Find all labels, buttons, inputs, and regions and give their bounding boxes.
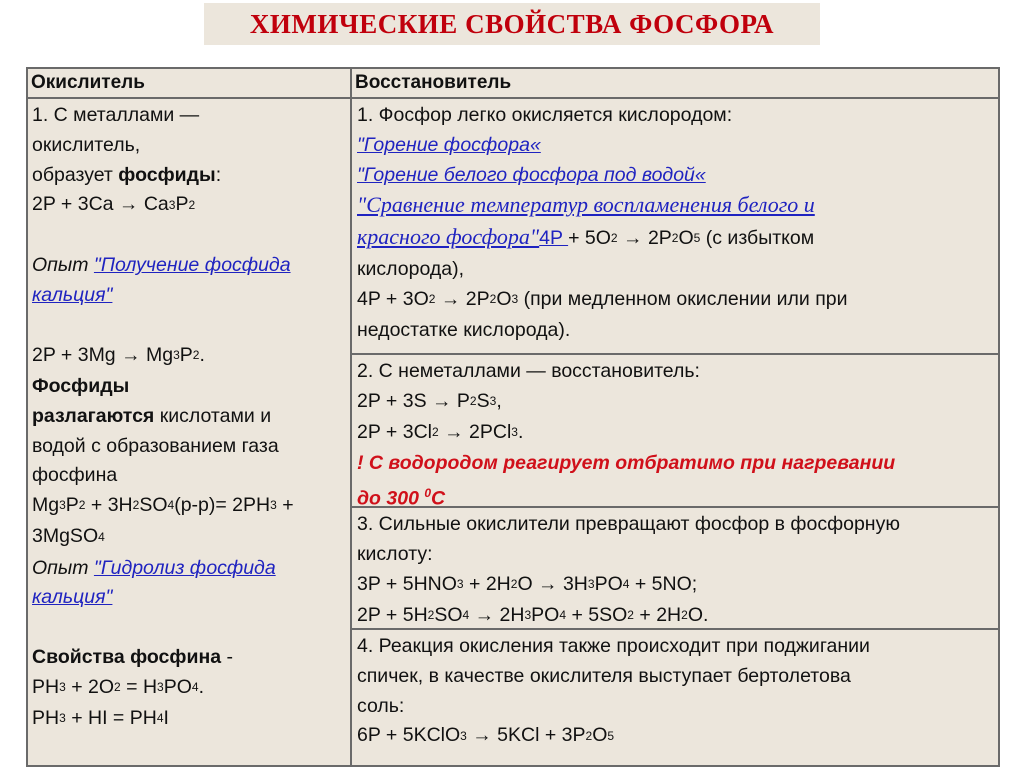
subscript: 4 <box>462 608 470 623</box>
equation-text: 2P + 3Ca → Ca <box>32 193 169 216</box>
subscript: 2 <box>188 197 196 212</box>
subscript: 2 <box>469 394 477 409</box>
reducer-cell-strong-oxidizers <box>352 508 998 630</box>
subscript: 3 <box>59 498 66 513</box>
reducer-column <box>352 69 998 765</box>
oxygen-shortage: недостатке кислорода). <box>357 319 571 342</box>
reducer-cell-nonmetals <box>352 355 998 508</box>
matches-line: 4. Реакция окисления также происходит при поджигании <box>357 635 870 657</box>
reducer-header: Восстановитель <box>352 69 998 99</box>
equation-text: O <box>592 724 608 747</box>
subscript: 2 <box>78 498 86 513</box>
comparison-link-cont[interactable]: красного фосфора" <box>357 224 540 250</box>
subscript: 2 <box>627 608 634 623</box>
subscript: 3 <box>456 576 464 591</box>
equation-text: P <box>179 343 193 366</box>
metals-line: 1. С металлами — <box>32 104 200 126</box>
reducer-cell-matches <box>352 630 998 767</box>
berthollet-line: спичек, в качестве окислителя выступает бертолетова <box>357 664 851 687</box>
subscript: 2 <box>671 231 679 246</box>
subscript: 3 <box>460 728 467 743</box>
subscript: 3 <box>524 608 532 623</box>
subscript: 3 <box>157 679 164 694</box>
subscript: 2 <box>427 608 435 623</box>
equation-text: 2P + 3S → P <box>357 389 470 412</box>
phosphides-line: образует фосфиды: <box>32 163 222 186</box>
subscript: 3 <box>173 348 180 362</box>
equation-text: P <box>175 193 189 216</box>
equation-text: + 5NO; <box>629 572 698 595</box>
page-title: ХИМИЧЕСКИЕ СВОЙСТВА ФОСФОРА <box>249 8 775 39</box>
strong-oxidizers-line: 3. Сильные окислители превращают фосфор в фосфорную <box>357 513 900 535</box>
reducer-cell-oxygen: 1. Фосфор легко окисляется кислородом: "Горение фосфора« "Горение белого фосфора под водой« "Сравнение температур воспламенения белого и красного фосфора"4P + 5O2 → 2P2O5 (с избытком кислорода), 4P + 3O2 → 2P2O3 (при медленном окислении или при недостатке кислорода). <box>352 99 998 355</box>
equation-text: + 2H <box>633 603 682 626</box>
comparison-link[interactable]: "Сравнение температур воспламенения белого и <box>357 192 815 218</box>
equation-text: → 2P <box>617 227 672 250</box>
equation-text: PH <box>32 675 60 698</box>
subscript: 3 <box>489 394 497 409</box>
equation-text: + 2H <box>463 572 511 595</box>
equation-hydrolysis-cont <box>32 522 346 553</box>
decompose-line: разлагаются кислотами и <box>32 404 272 427</box>
white-burning-link[interactable]: "Горение белого фосфора под водой« <box>357 163 706 186</box>
oxidizer-line: окислитель, <box>32 133 141 156</box>
equation-text: + 5SO <box>566 603 628 626</box>
oxygen-cont: кислорода), <box>357 258 465 281</box>
subscript: 3 <box>59 711 66 726</box>
equation-text: 2P + 3Cl <box>357 421 432 443</box>
equation-text: SO <box>139 494 168 517</box>
equation-text: (с избытком <box>700 227 815 250</box>
subscript: 2 <box>489 292 497 307</box>
equation-hydrolysis <box>32 491 346 522</box>
equation-text: → 2PCl <box>438 421 512 443</box>
equation-text: I <box>163 706 169 729</box>
hydrogen-note-cont: до 300 $^0$С <box>357 486 446 510</box>
experiment-calcium-phosphide: Опыт "Получение фосфида <box>32 254 291 277</box>
equation-text: = H <box>120 675 158 698</box>
equation-text: + 5O <box>568 227 611 250</box>
equation-text: (р-р)= 2PH <box>174 494 271 517</box>
equation-text: → 2P <box>435 288 490 311</box>
subscript: 2 <box>428 292 436 307</box>
equation-text: . <box>199 343 205 366</box>
equation-text: P <box>65 494 79 517</box>
equation-text: PO <box>594 572 623 595</box>
subscript: 4 <box>167 498 175 513</box>
subscript: 2 <box>585 728 593 743</box>
subscript: 2 <box>192 348 200 362</box>
equation-text: O. <box>687 603 709 626</box>
oxidizer-header: Окислитель <box>28 69 350 99</box>
equation-text: O <box>678 227 694 250</box>
gas-line: водой с образованием газа <box>32 434 279 457</box>
equation-nitric <box>357 570 992 601</box>
equation-sulfur <box>357 387 992 418</box>
equation-text: + <box>276 494 294 517</box>
equation-chlorine <box>357 418 992 449</box>
properties-table <box>26 67 1000 767</box>
equation-slow-oxidation <box>357 285 992 316</box>
oxygen-line: 1. Фосфор легко окисляется кислородом: <box>357 104 733 126</box>
equation-text: O <box>496 288 512 311</box>
oxidizer-column <box>28 69 352 765</box>
equation-phosphine-hi <box>32 704 346 735</box>
subscript: 3 <box>168 197 176 212</box>
equation-text: S <box>476 389 490 412</box>
subscript: 3 <box>270 498 277 513</box>
subscript: 4 <box>98 529 105 544</box>
equation-mg <box>32 341 346 372</box>
equation-text: + 3H <box>85 494 133 517</box>
equation-text: Mg <box>32 494 60 517</box>
subscript: 2 <box>114 679 121 694</box>
equation-text: 2P + 5H <box>357 603 428 626</box>
hydrolysis-link[interactable]: "Гидролиз фосфида <box>93 556 276 579</box>
phosphides-word: Фосфиды <box>32 374 130 397</box>
subscript: 4 <box>622 576 630 591</box>
subscript: 5 <box>693 231 701 246</box>
subscript: 5 <box>607 728 615 743</box>
subscript: 3 <box>59 679 66 694</box>
subscript: 4 <box>156 711 164 726</box>
equation-text: 3MgSO <box>32 525 99 548</box>
equation-text: (при медленном окислении или при <box>518 288 848 311</box>
equation-text: , <box>496 389 502 412</box>
equation-text: + 2O <box>65 675 115 698</box>
subscript: 2 <box>610 231 618 246</box>
phosphine-line: фосфина <box>32 464 118 487</box>
equation-text: 4P + 3O <box>357 288 429 311</box>
equation-text: 2P + 3Mg → Mg <box>32 343 174 366</box>
subscript: 3 <box>511 292 519 307</box>
equation-text: PH <box>32 706 60 729</box>
oxidizer-cell <box>28 99 350 735</box>
nonmetals-line: 2. С неметаллами — восстановитель: <box>357 360 700 382</box>
equation-phosphine-oxidation <box>32 673 346 704</box>
equation-text: → 2H <box>469 603 525 626</box>
equation-text: . <box>198 675 205 698</box>
subscript: 2 <box>431 425 439 440</box>
equation-text: + HI = PH <box>65 706 157 729</box>
hydrogen-note: ! С водородом реагирует отбратимо при нагревании <box>357 452 896 475</box>
equation-text: PO <box>531 603 560 626</box>
calcium-phosphide-link[interactable]: "Получение фосфида <box>93 254 291 277</box>
equation-text: O → 3H <box>517 572 588 595</box>
acid-line: кислоту: <box>357 542 433 565</box>
experiment-hydrolysis: Опыт "Гидролиз фосфида <box>32 556 276 579</box>
subscript: 4 <box>559 608 567 623</box>
subscript: 2 <box>510 576 518 591</box>
equation-text: 6P + 5KClO <box>357 724 461 747</box>
title-banner <box>204 3 820 45</box>
equation-text: PO <box>163 675 192 698</box>
burning-link[interactable]: "Горение фосфора« <box>357 133 541 156</box>
hydrolysis-link-cont[interactable]: кальция" <box>32 586 113 609</box>
subscript: 2 <box>681 608 688 623</box>
subscript: 3 <box>511 425 518 440</box>
equation-excess-oxygen <box>568 227 814 249</box>
subscript: 2 <box>132 498 140 513</box>
calcium-phosphide-link-cont[interactable]: кальция" <box>32 284 113 307</box>
equation-text: . <box>517 421 524 443</box>
equation-text: SO <box>434 603 463 626</box>
phosphine-properties: Свойства фосфина - <box>32 645 233 668</box>
equation-text: 3P + 5HNO <box>357 572 457 595</box>
equation-ca <box>32 190 346 221</box>
equation-berthollet <box>357 721 992 752</box>
equation-sulfuric <box>357 601 992 632</box>
equation-text: → 5KCl + 3P <box>466 724 586 747</box>
subscript: 4 <box>191 679 199 694</box>
salt-line: соль: <box>357 694 405 717</box>
subscript: 3 <box>587 576 595 591</box>
